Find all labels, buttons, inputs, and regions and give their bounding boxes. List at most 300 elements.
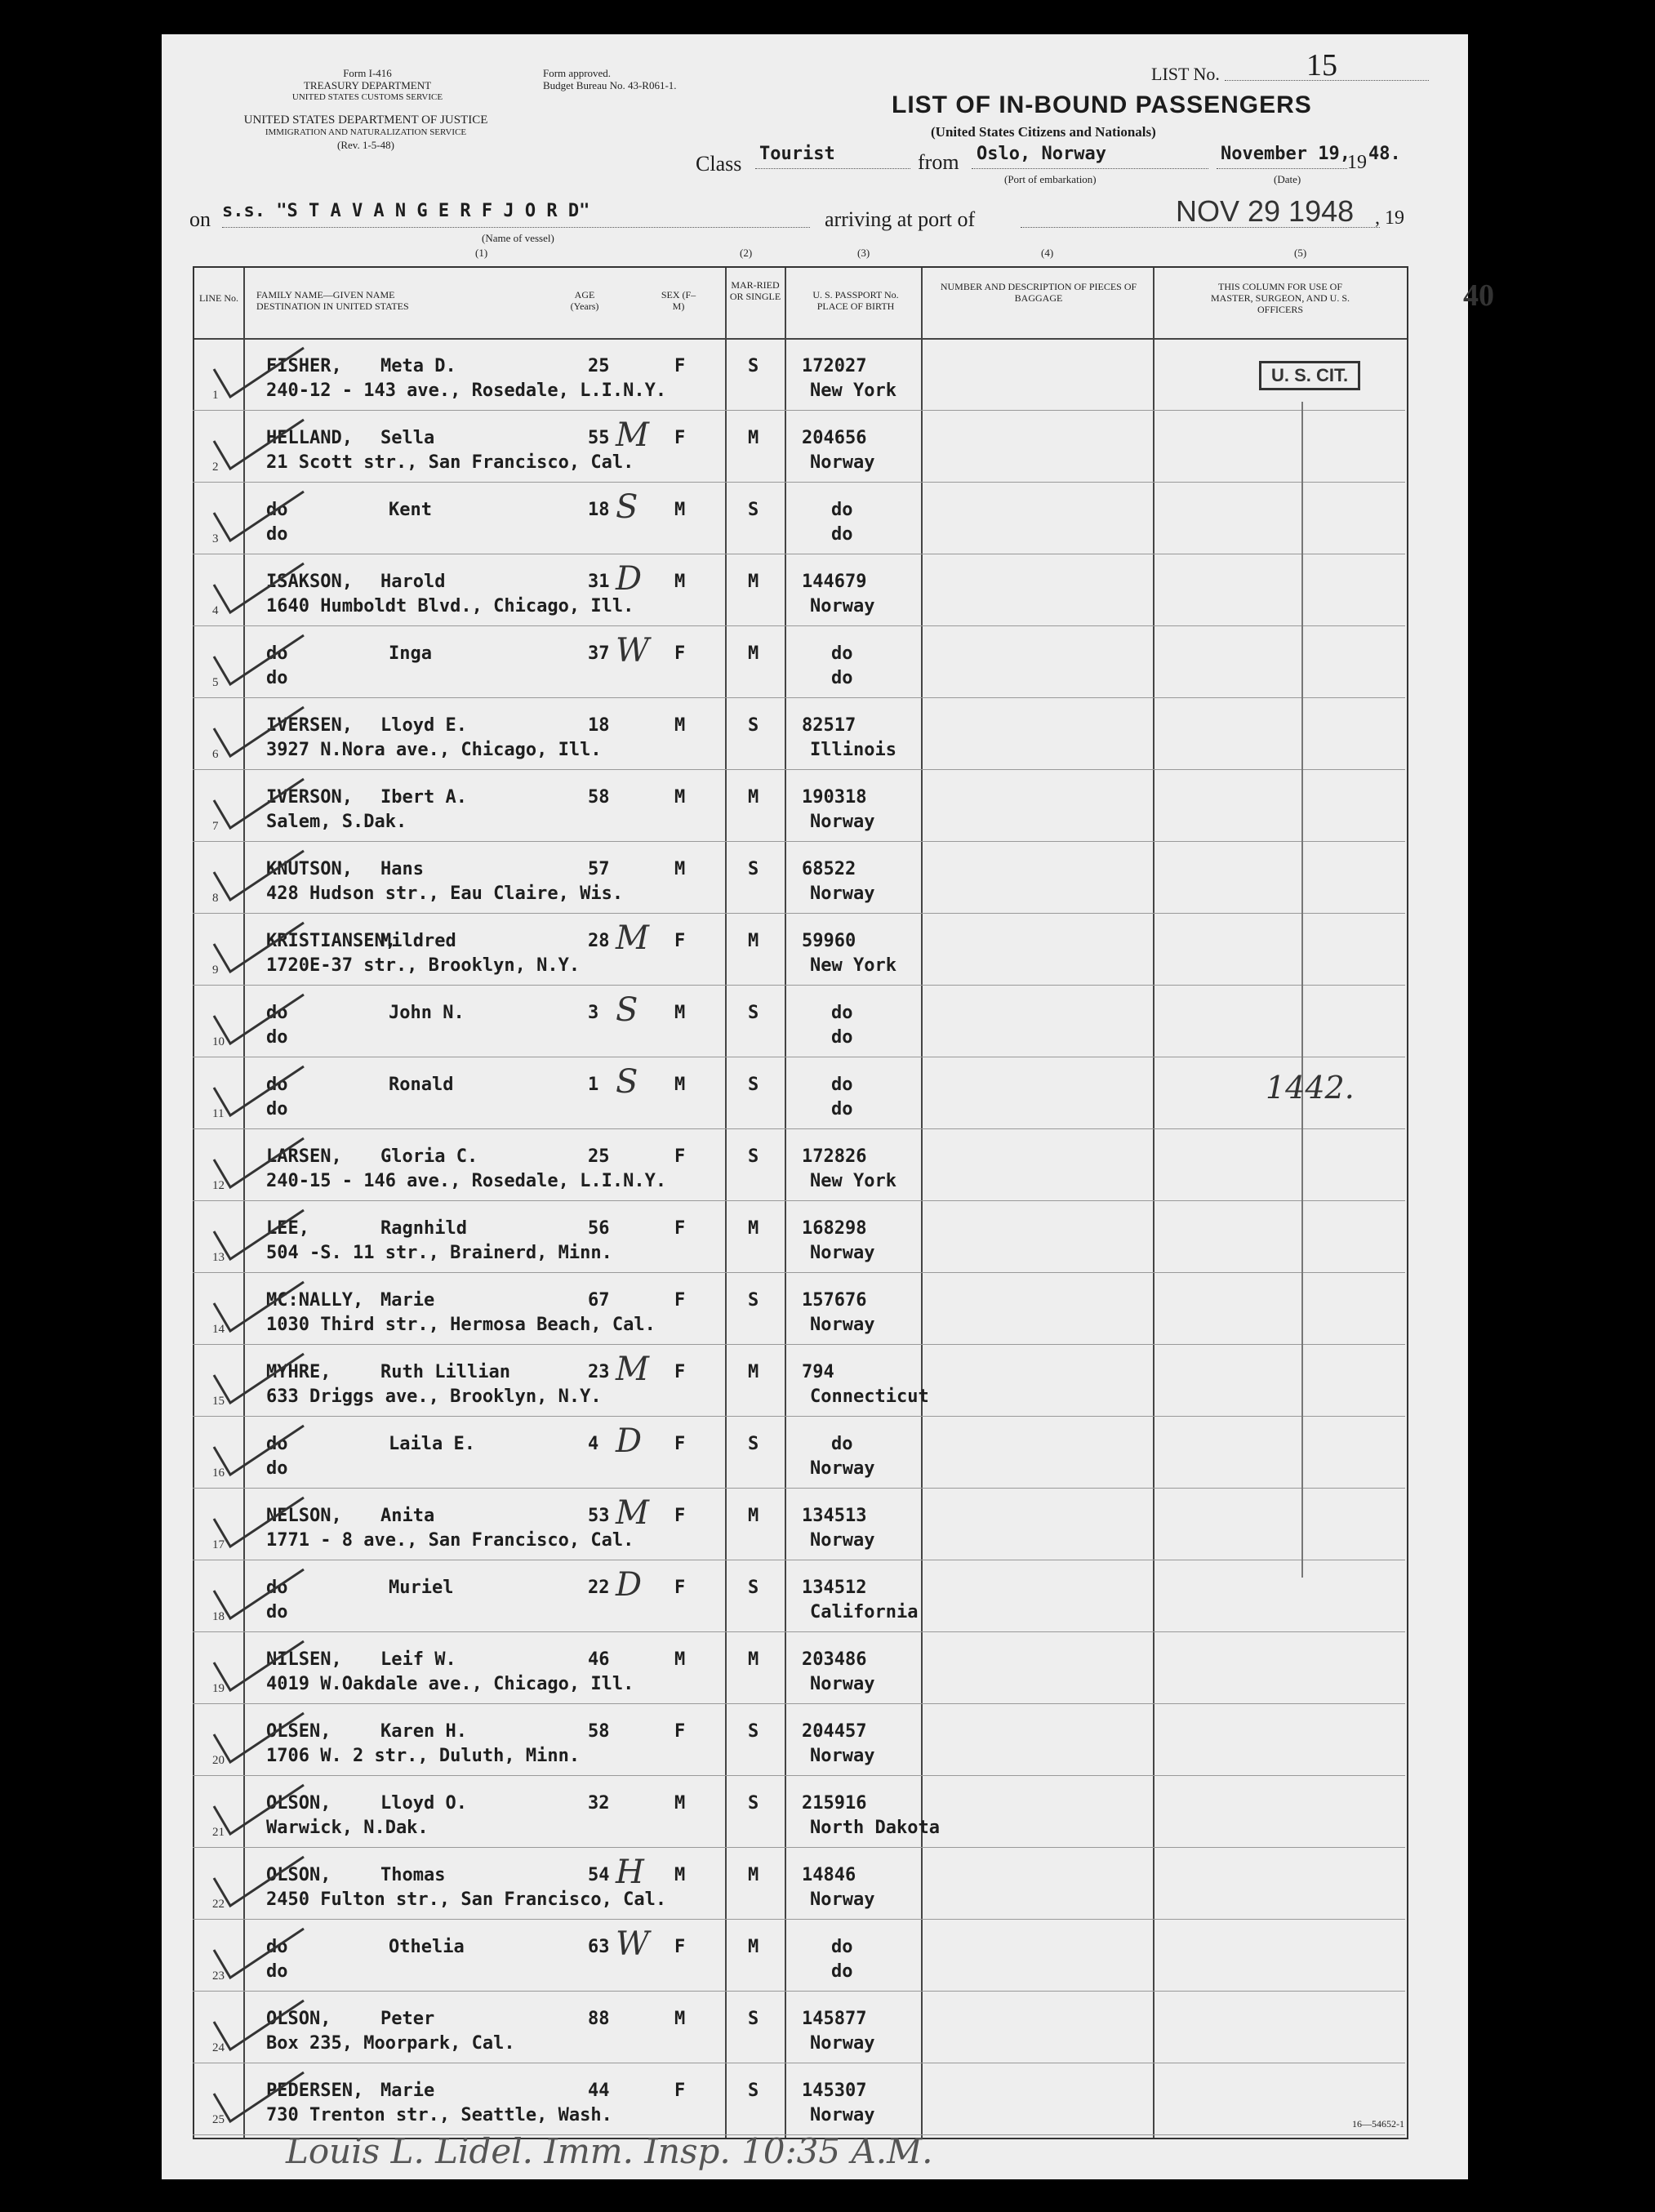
- list-no-line: [1225, 80, 1429, 81]
- passport-number: 134512: [802, 1578, 867, 1598]
- row-divider: [193, 482, 1405, 483]
- treasury-dept: TREASURY DEPARTMENT: [303, 79, 432, 91]
- line-number: 17: [212, 1538, 225, 1551]
- given-name: Inga: [389, 643, 432, 664]
- table-row: [193, 1849, 1405, 1920]
- destination: 240-15 - 146 ave., Rosedale, L.I.N.Y.: [266, 1171, 667, 1191]
- row-divider: [193, 913, 1405, 914]
- col-number-2: (2): [740, 247, 753, 259]
- place-of-birth: Norway: [810, 812, 875, 832]
- marital-status: S: [748, 1290, 759, 1311]
- table-row: [193, 699, 1405, 771]
- year-suffix: 48.: [1368, 144, 1401, 164]
- check-mark-icon: [209, 1997, 307, 2054]
- surname: OLSEN,: [266, 1721, 331, 1742]
- arrival-year: , 19: [1375, 207, 1404, 229]
- marital-status: S: [748, 356, 759, 376]
- line-number: 11: [212, 1107, 225, 1120]
- surname: do: [266, 1003, 288, 1023]
- sex: M: [674, 2009, 686, 2029]
- place-of-birth: Norway: [810, 1530, 875, 1551]
- row-divider: [193, 1919, 1405, 1920]
- port-line: [972, 168, 1208, 169]
- marital-status: S: [748, 715, 759, 736]
- binder-hole: [106, 347, 147, 388]
- surname: IVERSON,: [266, 787, 353, 808]
- binder-hole: [106, 1943, 147, 1984]
- marital-status: M: [748, 572, 759, 592]
- row-divider: [193, 985, 1405, 986]
- place-of-birth: Norway: [810, 1458, 875, 1479]
- vessel-col-number: (1): [475, 247, 488, 259]
- place-of-birth: Norway: [810, 596, 875, 616]
- form-number: Form I-416: [343, 67, 392, 79]
- given-name: Lloyd E.: [380, 715, 467, 736]
- handwritten-status: M: [616, 416, 649, 454]
- form-id-block: [245, 67, 490, 104]
- check-mark-icon: [209, 1279, 307, 1336]
- sex: M: [674, 1075, 686, 1095]
- destination: 3927 N.Nora ave., Chicago, Ill.: [266, 740, 602, 760]
- check-mark-icon: [209, 1710, 307, 1767]
- age: 58: [588, 1721, 610, 1742]
- surname: ISAKSON,: [266, 572, 353, 592]
- col-number-5: (5): [1294, 247, 1307, 259]
- line-number: 10: [212, 1035, 225, 1048]
- age: 22: [588, 1578, 610, 1598]
- form-code: 16—54652-1: [1352, 2118, 1404, 2130]
- marital-status: S: [748, 1721, 759, 1742]
- age: 57: [588, 859, 610, 879]
- destination: do: [266, 524, 288, 545]
- line-number: 1: [212, 389, 219, 402]
- place-of-birth: Connecticut: [810, 1386, 929, 1407]
- check-mark-icon: [209, 1422, 307, 1480]
- age: 56: [588, 1218, 610, 1239]
- col-number-3: (3): [857, 247, 870, 259]
- marital-status: M: [748, 1362, 759, 1382]
- surname: do: [266, 1578, 288, 1598]
- given-name: John N.: [389, 1003, 465, 1023]
- handwritten-status: M: [616, 919, 649, 957]
- sex: F: [674, 1937, 686, 1957]
- budget-bureau: Budget Bureau No. 43-R061-1.: [543, 79, 677, 91]
- col-head-passport: U. S. PASSPORT No. PLACE OF BIRTH: [812, 289, 899, 312]
- vessel-caption: (Name of vessel): [482, 232, 554, 244]
- surname: KNUTSON,: [266, 859, 353, 879]
- on-label: on: [189, 207, 211, 231]
- given-name: Marie: [380, 1290, 435, 1311]
- year-prefix: 19: [1347, 152, 1367, 173]
- destination: 2450 Fulton str., San Francisco, Cal.: [266, 1889, 667, 1910]
- surname: NELSON,: [266, 1506, 342, 1526]
- check-mark-icon: [209, 704, 307, 761]
- surname: OLSON,: [266, 1865, 331, 1885]
- table-row: [193, 1202, 1405, 1274]
- inspector-signature: Louis L. Lidel. Imm. Insp. 10:35 A.M.: [286, 2131, 933, 2171]
- marital-status: S: [748, 1146, 759, 1167]
- binder-hole: [106, 596, 147, 637]
- table-row: [193, 1058, 1405, 1130]
- row-divider: [193, 1272, 1405, 1273]
- age: 25: [588, 356, 610, 376]
- port-value: Oslo, Norway: [977, 144, 1106, 164]
- destination: do: [266, 1602, 288, 1622]
- sex: M: [674, 859, 686, 879]
- table-row: [193, 1705, 1405, 1777]
- given-name: Thomas: [380, 1865, 446, 1885]
- place-of-birth: Norway: [810, 883, 875, 904]
- passport-number: 145877: [802, 2009, 867, 2029]
- table-row: [193, 555, 1405, 627]
- passport-number: 203486: [802, 1649, 867, 1670]
- marital-status: S: [748, 1003, 759, 1023]
- given-name: Ruth Lillian: [380, 1362, 510, 1382]
- marital-status: M: [748, 1865, 759, 1885]
- destination: Box 235, Moorpark, Cal.: [266, 2033, 515, 2054]
- row-divider: [193, 697, 1405, 698]
- table-row: [193, 1920, 1405, 1992]
- given-name: Ronald: [389, 1075, 454, 1095]
- line-number: 13: [212, 1251, 225, 1264]
- handwritten-status: S: [616, 1063, 638, 1101]
- age: 58: [588, 787, 610, 808]
- us-citizen-stamp: [1259, 361, 1360, 390]
- class-value: Tourist: [759, 144, 835, 164]
- destination: 1771 - 8 ave., San Francisco, Cal.: [266, 1530, 634, 1551]
- passport-number: do: [831, 643, 853, 664]
- check-mark-icon: [209, 1135, 307, 1192]
- place-of-birth: New York: [810, 381, 896, 401]
- destination: 1706 W. 2 str., Duluth, Minn.: [266, 1746, 581, 1766]
- surname: do: [266, 1075, 288, 1095]
- destination: do: [266, 1961, 288, 1982]
- age: 37: [588, 643, 610, 664]
- marital-status: M: [748, 787, 759, 808]
- table-row: [193, 843, 1405, 915]
- binder-hole: [67, 85, 108, 126]
- surname: do: [266, 1937, 288, 1957]
- surname: OLSON,: [266, 2009, 331, 2029]
- form-approved: Form approved.: [543, 67, 612, 79]
- col-number-4: (4): [1041, 247, 1054, 259]
- immigration-service: IMMIGRATION AND NATURALIZATION SERVICE: [265, 127, 467, 137]
- sex: M: [674, 787, 686, 808]
- sex: F: [674, 1578, 686, 1598]
- row-divider: [193, 1775, 1405, 1776]
- binder-hole: [106, 1437, 147, 1478]
- col-head-officers: THIS COLUMN FOR USE OF MASTER, SURGEON, AND U. S. OFFICERS: [1210, 281, 1350, 315]
- row-divider: [193, 1200, 1405, 1201]
- line-number: 24: [212, 2041, 225, 2054]
- place-of-birth: California: [810, 1602, 919, 1622]
- line-number: 8: [212, 892, 219, 905]
- line-number: 12: [212, 1179, 225, 1192]
- place-of-birth: Norway: [810, 2033, 875, 2054]
- sex: F: [674, 931, 686, 951]
- surname: do: [266, 643, 288, 664]
- age: 67: [588, 1290, 610, 1311]
- marital-status: S: [748, 1434, 759, 1454]
- sex: M: [674, 1793, 686, 1814]
- stamp-text: U. S. CIT.: [1271, 365, 1349, 385]
- vessel-line: [222, 227, 810, 228]
- table-row: [193, 1489, 1405, 1561]
- table-row: [193, 2064, 1405, 2136]
- check-mark-icon: [209, 1638, 307, 1695]
- place-of-birth: Norway: [810, 1315, 875, 1335]
- arriving-label: arriving at port of: [825, 207, 976, 231]
- destination: 1640 Humboldt Blvd., Chicago, Ill.: [266, 596, 634, 616]
- sex: M: [674, 1649, 686, 1670]
- surname: OLSON,: [266, 1793, 331, 1814]
- age: 28: [588, 931, 610, 951]
- place-of-birth: Illinois: [810, 740, 896, 760]
- surname: IVERSEN,: [266, 715, 353, 736]
- marital-status: M: [748, 1218, 759, 1239]
- class-line: [755, 168, 910, 169]
- handwritten-status: W: [616, 1925, 650, 1963]
- col-head-married: MAR-RIED OR SINGLE: [729, 279, 781, 302]
- surname: LEE,: [266, 1218, 309, 1239]
- line-number: 18: [212, 1610, 225, 1623]
- margin-note: 40: [1463, 278, 1494, 313]
- place-of-birth: do: [831, 1961, 853, 1982]
- destination: 730 Trenton str., Seattle, Wash.: [266, 2105, 612, 2125]
- sex: F: [674, 1218, 686, 1239]
- stamp-ditto-line: [1301, 402, 1303, 1578]
- marital-status: M: [748, 1506, 759, 1526]
- handwritten-status: D: [616, 1422, 643, 1460]
- given-name: Muriel: [389, 1578, 454, 1598]
- row-divider: [193, 1344, 1405, 1345]
- page-subtitle: (United States Citizens and Nationals): [931, 124, 1156, 140]
- passport-number: 215916: [802, 1793, 867, 1814]
- table-row: [193, 1346, 1405, 1418]
- passport-number: do: [831, 1434, 853, 1454]
- passport-number: 134513: [802, 1506, 867, 1526]
- passport-number: 172027: [802, 356, 867, 376]
- destination: 21 Scott str., San Francisco, Cal.: [266, 452, 634, 473]
- sex: M: [674, 572, 686, 592]
- handwritten-status: D: [616, 560, 643, 598]
- given-name: Peter: [380, 2009, 435, 2029]
- marital-status: M: [748, 1937, 759, 1957]
- age: 46: [588, 1649, 610, 1670]
- place-of-birth: North Dakota: [810, 1818, 940, 1838]
- destination: 633 Driggs ave., Brooklyn, N.Y.: [266, 1386, 602, 1407]
- check-mark-icon: [209, 919, 307, 977]
- row-divider: [193, 1416, 1405, 1417]
- handwritten-status: M: [616, 1351, 649, 1388]
- place-of-birth: Norway: [810, 1746, 875, 1766]
- sex: F: [674, 1362, 686, 1382]
- passport-number: do: [831, 1937, 853, 1957]
- class-label: Class: [696, 152, 742, 176]
- check-mark-icon: [209, 488, 307, 545]
- col-head-line: LINE No.: [199, 292, 238, 304]
- check-mark-icon: [209, 1566, 307, 1623]
- row-divider: [193, 625, 1405, 626]
- annotation-1442: 1442.: [1266, 1070, 1355, 1106]
- table-row: [193, 1130, 1405, 1202]
- arrival-line: [1021, 227, 1380, 228]
- table-row: [193, 627, 1405, 699]
- check-mark-icon: [209, 991, 307, 1048]
- col-head-baggage: NUMBER AND DESCRIPTION OF PIECES OF BAGGAGE: [940, 281, 1137, 304]
- check-mark-icon: [209, 416, 307, 474]
- table-row: [193, 1633, 1405, 1705]
- handwritten-status: S: [616, 488, 638, 526]
- line-number: 6: [212, 748, 219, 761]
- surname: LARSEN,: [266, 1146, 342, 1167]
- table-row: [193, 915, 1405, 986]
- line-number: 14: [212, 1323, 225, 1336]
- check-mark-icon: [209, 1063, 307, 1120]
- passport-number: 144679: [802, 572, 867, 592]
- given-name: Gloria C.: [380, 1146, 478, 1167]
- passport-number: 204656: [802, 428, 867, 448]
- row-divider: [193, 1488, 1405, 1489]
- age: 18: [588, 500, 610, 520]
- line-number: 23: [212, 1969, 225, 1983]
- row-divider: [193, 1703, 1405, 1704]
- sex: F: [674, 1506, 686, 1526]
- destination: do: [266, 1099, 288, 1119]
- check-mark-icon: [209, 1782, 307, 1839]
- given-name: Hans: [380, 859, 424, 879]
- row-divider: [193, 841, 1405, 842]
- place-of-birth: Norway: [810, 1889, 875, 1910]
- list-no-value: 15: [1306, 48, 1337, 82]
- passport-number: 172826: [802, 1146, 867, 1167]
- destination: 1030 Third str., Hermosa Beach, Cal.: [266, 1315, 656, 1335]
- passport-number: 68522: [802, 859, 856, 879]
- sex: M: [674, 1865, 686, 1885]
- given-name: Harold: [380, 572, 446, 592]
- row-divider: [193, 1847, 1405, 1848]
- line-number: 3: [212, 532, 219, 545]
- destination: Salem, S.Dak.: [266, 812, 407, 832]
- line-number: 2: [212, 461, 219, 474]
- table-row: [193, 483, 1405, 555]
- col-head-age: AGE (Years): [570, 289, 599, 312]
- given-name: Karen H.: [380, 1721, 467, 1742]
- destination: 4019 W.Oakdale ave., Chicago, Ill.: [266, 1674, 634, 1694]
- place-of-birth: Norway: [810, 1674, 875, 1694]
- date-value: November 19,: [1221, 144, 1350, 164]
- sex: M: [674, 1003, 686, 1023]
- check-mark-icon: [209, 1925, 307, 1983]
- surname: MC:NALLY,: [266, 1290, 364, 1311]
- handwritten-status: S: [616, 991, 638, 1029]
- line-number: 16: [212, 1467, 225, 1480]
- given-name: Ibert A.: [380, 787, 467, 808]
- table-row: [193, 986, 1405, 1058]
- marital-status: M: [748, 931, 759, 951]
- surname: do: [266, 1434, 288, 1454]
- marital-status: S: [748, 2009, 759, 2029]
- binder-hole: [106, 1078, 147, 1119]
- sex: M: [674, 715, 686, 736]
- place-of-birth: do: [831, 1027, 853, 1048]
- destination: Warwick, N.Dak.: [266, 1818, 429, 1838]
- col-head-name: FAMILY NAME—GIVEN NAME DESTINATION IN UNITED STATES: [256, 289, 409, 312]
- place-of-birth: do: [831, 524, 853, 545]
- sex: F: [674, 643, 686, 664]
- place-of-birth: New York: [810, 1171, 896, 1191]
- given-name: Sella: [380, 428, 435, 448]
- sex: F: [674, 1146, 686, 1167]
- line-number: 5: [212, 676, 219, 689]
- table-row: [193, 1777, 1405, 1849]
- arrival-date-stamp: NOV 29 1948: [1176, 194, 1355, 228]
- row-divider: [193, 769, 1405, 770]
- age: 63: [588, 1937, 610, 1957]
- sex: F: [674, 2081, 686, 2101]
- surname: do: [266, 500, 288, 520]
- line-number: 22: [212, 1898, 225, 1911]
- line-number: 15: [212, 1395, 225, 1408]
- surname: HELLAND,: [266, 428, 353, 448]
- sex: F: [674, 1434, 686, 1454]
- age: 88: [588, 2009, 610, 2029]
- given-name: Anita: [380, 1506, 435, 1526]
- check-mark-icon: [209, 1207, 307, 1264]
- passport-number: do: [831, 1003, 853, 1023]
- table-row: [193, 1418, 1405, 1489]
- given-name: Marie: [380, 2081, 435, 2101]
- sex: F: [674, 356, 686, 376]
- marital-status: S: [748, 1075, 759, 1095]
- check-mark-icon: [209, 848, 307, 905]
- surname: FISHER,: [266, 356, 342, 376]
- age: 54: [588, 1865, 610, 1885]
- row-divider: [193, 1991, 1405, 1992]
- date-caption: (Date): [1274, 173, 1301, 185]
- form-approved-block: [543, 67, 677, 91]
- age: 4: [588, 1434, 599, 1454]
- passport-number: 82517: [802, 715, 856, 736]
- place-of-birth: Norway: [810, 2105, 875, 2125]
- given-name: Lloyd O.: [380, 1793, 467, 1814]
- surname: KRISTIANSEN,: [266, 931, 396, 951]
- age: 3: [588, 1003, 599, 1023]
- given-name: Laila E.: [389, 1434, 475, 1454]
- given-name: Leif W.: [380, 1649, 456, 1670]
- age: 32: [588, 1793, 610, 1814]
- given-name: Meta D.: [380, 356, 456, 376]
- given-name: Ragnhild: [380, 1218, 467, 1239]
- passport-number: 145307: [802, 2081, 867, 2101]
- check-mark-icon: [209, 632, 307, 689]
- marital-status: S: [748, 500, 759, 520]
- given-name: Mildred: [380, 931, 456, 951]
- table-row: [193, 1274, 1405, 1346]
- marital-status: S: [748, 2081, 759, 2101]
- handwritten-status: D: [616, 1566, 643, 1604]
- age: 23: [588, 1362, 610, 1382]
- destination: 504 -S. 11 str., Brainerd, Minn.: [266, 1243, 612, 1263]
- line-number: 19: [212, 1682, 225, 1695]
- passport-number: 14846: [802, 1865, 856, 1885]
- table-row: [193, 340, 1405, 412]
- destination: 428 Hudson str., Eau Claire, Wis.: [266, 883, 624, 904]
- passport-number: 204457: [802, 1721, 867, 1742]
- sex: F: [674, 1721, 686, 1742]
- row-divider: [193, 1128, 1405, 1129]
- marital-status: M: [748, 1649, 759, 1670]
